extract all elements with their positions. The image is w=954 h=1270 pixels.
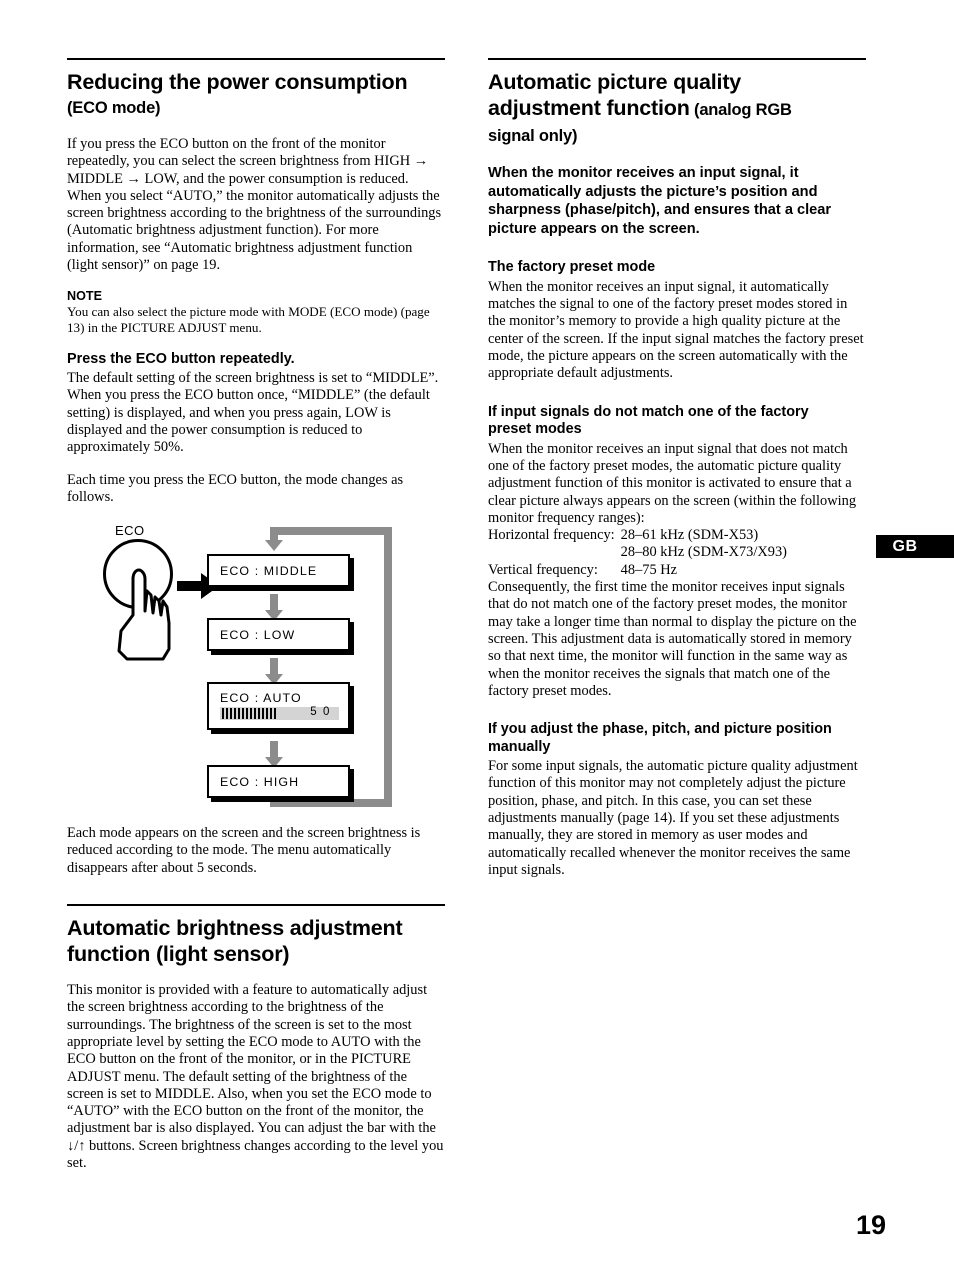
osd-box-auto-label: ECO : AUTO (220, 691, 302, 706)
section-rule-left-2 (67, 904, 445, 906)
right-title-sub: (analog RGB (694, 101, 792, 119)
section1-title-text: Reducing the power consumption (67, 70, 408, 94)
eco-mode-flow-diagram (67, 521, 445, 816)
no-match-paragraph-1: When the monitor receives an input signal that does not match one of the factory preset modes, the automatic picture quality adjustment function of this monitor is activated to ensure that a clear picture always appears on the screen (within the following monitor frequency ranges): (488, 440, 857, 526)
each-time-paragraph: Each time you press the ECO button, the mode changes as follows. (67, 471, 404, 505)
no-match-heading (488, 404, 866, 439)
loop-segment-right (384, 527, 392, 805)
pressing-hand-icon (97, 539, 197, 664)
brightness-adjustment-bar[interactable] (220, 707, 339, 720)
right-lead-paragraph: When the monitor receives an input signal, it automatically adjusts the picture’s position and sharpness (phase/pitch), and ensures that a clear picture appears on the screen. (488, 165, 832, 237)
flow-arrow-low-to-auto (270, 658, 278, 675)
section2-title (67, 915, 445, 967)
press-eco-heading: Press the ECO button repeatedly. (67, 350, 295, 367)
note-paragraph: You can also select the picture mode with MODE (ECO mode) (page 13) in the PICTURE ADJUST menu. (67, 304, 430, 335)
table-row (488, 527, 787, 544)
right-title-part1: Automatic picture quality (488, 70, 742, 94)
no-match-heading-line2: preset modes (488, 421, 582, 438)
flow-arrow-middle-to-low (270, 594, 278, 611)
section-title-auto-picture-quality (488, 69, 866, 149)
osd-box-middle (207, 554, 350, 587)
note-label: NOTE (67, 289, 102, 304)
adjustment-bar-fill (222, 708, 278, 719)
right-column (488, 58, 866, 879)
horizontal-frequency-label-blank (488, 544, 621, 561)
osd-box-high-label: ECO : HIGH (220, 775, 300, 790)
eco-button-label: ECO (115, 523, 145, 539)
section2-title-line2: function (light sensor) (67, 942, 290, 967)
manual-adjust-heading-line2: manually (488, 738, 551, 755)
page-title-reducing-power (67, 69, 445, 121)
adjustment-bar-value: 5 0 (310, 706, 331, 719)
section2-body-paragraph: This monitor is provided with a feature to automatically adjust the screen brightness according to the brightness of the surroundings. The brightness of the screen is set to the most appropriate level by setting the ECO mode to AUTO with the ECO button on the front of the monitor, or in the PICTURE ADJUST menu. The default setting of the brightness of the screen is set to MIDDLE. Also, when you set the ECO mode to “AUTO” with the ECO button on the front of the monitor, the adjustment bar is also displayed. You can adjust the bar with the ↓/↑ buttons. Screen brightness changes according to the level you set. (67, 982, 444, 1171)
language-tab-gb (876, 535, 954, 558)
no-match-paragraph-2: Consequently, the first time the monitor receives input signals that do not match one of the factory preset modes, the monitor may take a longer time than normal to display the picture on the screen. This adjustment data is automatically stored in memory so that next time, the monitor will function in the same way as when the monitor receives the signals that match one of the factory preset modes. (488, 579, 857, 699)
vertical-frequency-label: Vertical frequency: (488, 561, 598, 578)
table-row (488, 544, 787, 561)
horizontal-frequency-value-1: 28–61 kHz (SDM-X53) (620, 527, 759, 544)
loop-segment-top (270, 527, 392, 535)
page-number: 19 (855, 1210, 886, 1240)
factory-preset-paragraph: When the monitor receives an input signal, it automatically matches the signal to one of the factory preset modes stored in the monitor’s memory to provide a high quality picture at the center of the screen. If the input signal matches the factory preset mode, the picture appears on the screen automatically with the appropriate default adjustments. (488, 278, 864, 382)
table-row (488, 562, 787, 579)
section1-intro-paragraph: If you press the ECO button on the front of the monitor repeatedly, you can select the screen brightness from HIGH → MIDDLE → LOW, and the power consumption is reduced. When you select “AUTO,” the monitor automatically adjusts the screen brightness according to the brightness of the surroundings (Automatic brightness adjustment function). For more information, see “Automatic brightness adjustment function (light sensor)” on page 19. (67, 136, 442, 274)
horizontal-frequency-label: Horizontal frequency: (488, 527, 615, 544)
language-tab-label: GB (892, 538, 918, 555)
manual-adjust-heading (488, 721, 866, 756)
right-title-part2: adjustment function (488, 96, 690, 120)
left-column (67, 58, 445, 1172)
manual-adjust-heading-line1: If you adjust the phase, pitch, and picture position (488, 721, 832, 738)
horizontal-frequency-value-2: 28–80 kHz (SDM-X73/X93) (620, 544, 787, 561)
manual-adjust-paragraph: For some input signals, the automatic picture quality adjustment function of this monitor may not completely adjust the picture position, phase, and pitch. In this case, you can set these adjustments manually (page 14). If you set these adjustments manually, they are stored in memory as user modes and automatically recalled whenever the monitor receives the same input signals. (488, 758, 858, 878)
no-match-heading-line1: If input signals do not match one of the factory (488, 403, 809, 420)
vertical-frequency-value: 48–75 Hz (620, 561, 678, 578)
frequency-range-table (488, 527, 787, 579)
section-rule-top-left (67, 58, 445, 60)
section1-subtitle-text: (ECO mode) (67, 99, 161, 117)
osd-box-middle-label: ECO : MIDDLE (220, 564, 318, 579)
section2-title-line1: Automatic brightness adjustment (67, 916, 403, 941)
osd-box-low-label: ECO : LOW (220, 628, 296, 643)
after-diagram-paragraph: Each mode appears on the screen and the screen brightness is reduced according to the mode. The menu automatically disappears after about 5 seconds. (67, 825, 421, 876)
flow-arrow-auto-to-high (270, 741, 278, 758)
factory-preset-heading: The factory preset mode (488, 259, 656, 276)
flow-arrow-into-middle (270, 527, 278, 541)
section-rule-top-right (488, 58, 866, 60)
loop-segment-bottom (270, 799, 392, 807)
right-title-sub2: signal only) (488, 127, 578, 145)
press-eco-paragraph: The default setting of the screen brightness is set to “MIDDLE”. When you press the ECO button once, “MIDDLE” (the default setting) is displayed, and when you press again, LOW is displayed and the power consumption is reduced to approximately 50%. (67, 370, 439, 456)
osd-box-low (207, 618, 350, 651)
osd-box-auto (207, 682, 350, 730)
osd-box-high (207, 765, 350, 798)
